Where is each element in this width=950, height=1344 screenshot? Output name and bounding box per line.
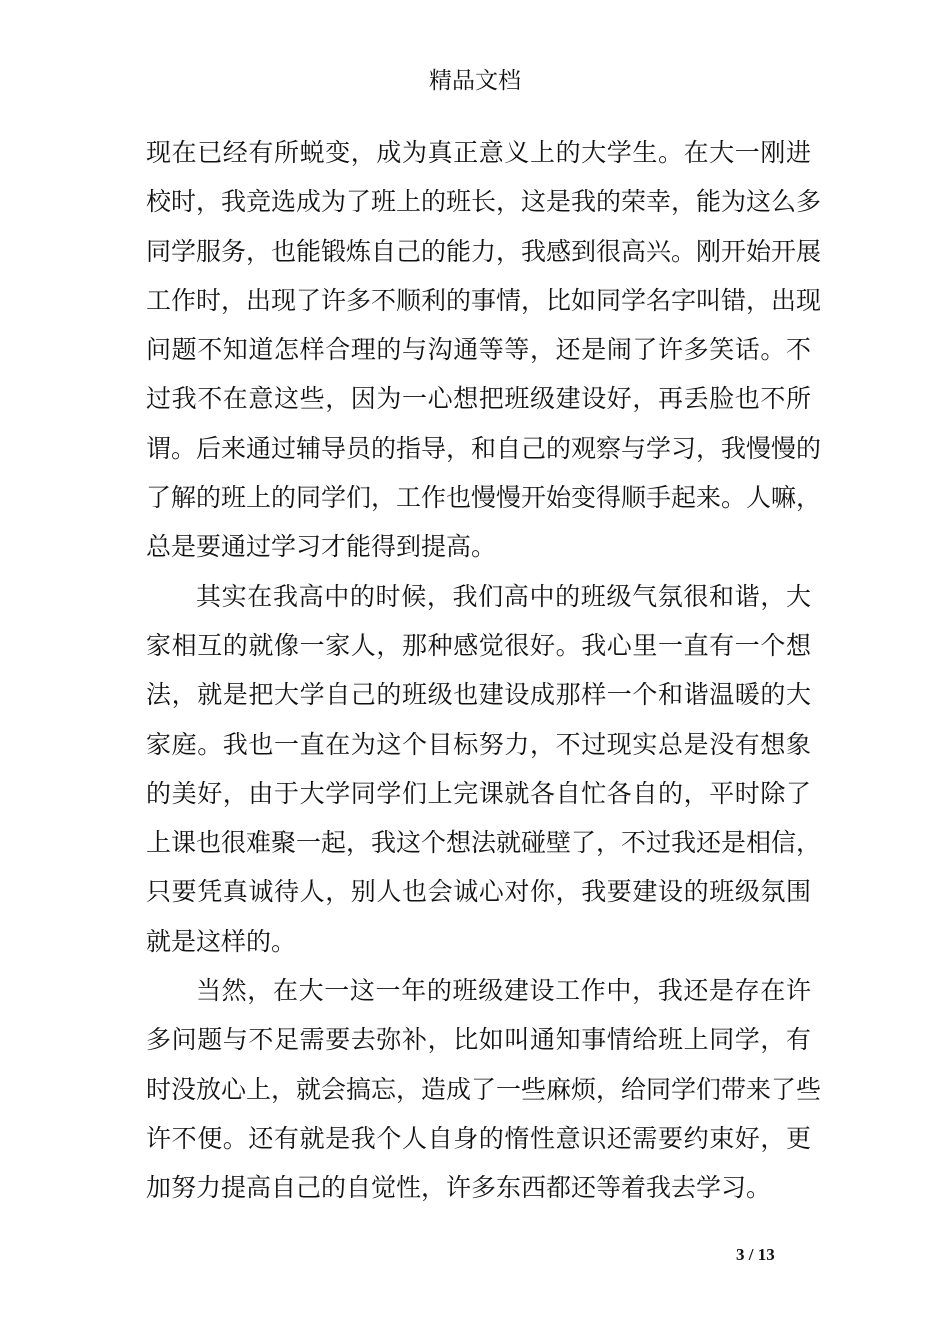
text-line: 家庭。我也一直在为这个目标努力，不过现实总是没有想象 (146, 729, 811, 759)
page-header-title: 精品文档 (429, 68, 521, 94)
text-line: 的美好，由于大学同学们上完课就各自忙各自的，平时除了 (146, 778, 811, 808)
text-line: 加努力提高自己的自觉性，许多东西都还等着我去学习。 (146, 1173, 772, 1203)
text-line: 总是要通过学习才能得到提高。 (146, 532, 497, 562)
paragraph-2 (146, 572, 822, 966)
text-line: 上课也很难聚一起，我这个想法就碰壁了，不过我还是相信， (146, 828, 822, 858)
text-line: 过我不在意这些，因为一心想把班级建设好，再丢脸也不所 (146, 384, 811, 414)
text-line: 许不便。还有就是我个人自身的惰性意识还需要约束好，更 (146, 1123, 811, 1153)
text-line: 同学服务，也能锻炼自己的能力，我感到很高兴。刚开始开展 (146, 236, 822, 266)
text-line: 工作时，出现了许多不顺利的事情，比如同学名字叫错，出现 (146, 285, 822, 315)
text-line: 其实在我高中的时候，我们高中的班级气氛很和谐，大 (196, 581, 811, 611)
page-number: 3 / 13 (736, 1245, 775, 1264)
text-line: 就是这样的。 (146, 926, 297, 956)
paragraph-3 (146, 966, 822, 1212)
text-line: 只要凭真诚待人，别人也会诚心对你，我要建设的班级氛围 (146, 877, 811, 907)
text-line: 当然，在大一这一年的班级建设工作中，我还是存在许 (196, 976, 811, 1006)
text-line: 了解的班上的同学们，工作也慢慢开始变得顺手起来。人嘛， (146, 483, 822, 513)
paragraph-1 (146, 128, 822, 572)
text-line: 谓。后来通过辅导员的指导，和自己的观察与学习，我慢慢的 (146, 433, 822, 463)
text-line: 多问题与不足需要去弥补，比如叫通知事情给班上同学，有 (146, 1025, 811, 1055)
text-line: 法，就是把大学自己的班级也建设成那样一个和谐温暖的大 (146, 680, 811, 710)
text-line: 时没放心上，就会搞忘，造成了一些麻烦，给同学们带来了些 (146, 1074, 822, 1104)
text-line: 问题不知道怎样合理的与沟通等等，还是闹了许多笑话。不 (146, 335, 811, 365)
text-line: 校时，我竞选成为了班上的班长，这是我的荣幸，能为这么多 (146, 187, 822, 217)
text-line: 家相互的就像一家人，那种感觉很好。我心里一直有一个想 (146, 630, 811, 660)
text-line: 现在已经有所蜕变，成为真正意义上的大学生。在大一刚进 (146, 138, 811, 167)
document-body (146, 128, 822, 1213)
